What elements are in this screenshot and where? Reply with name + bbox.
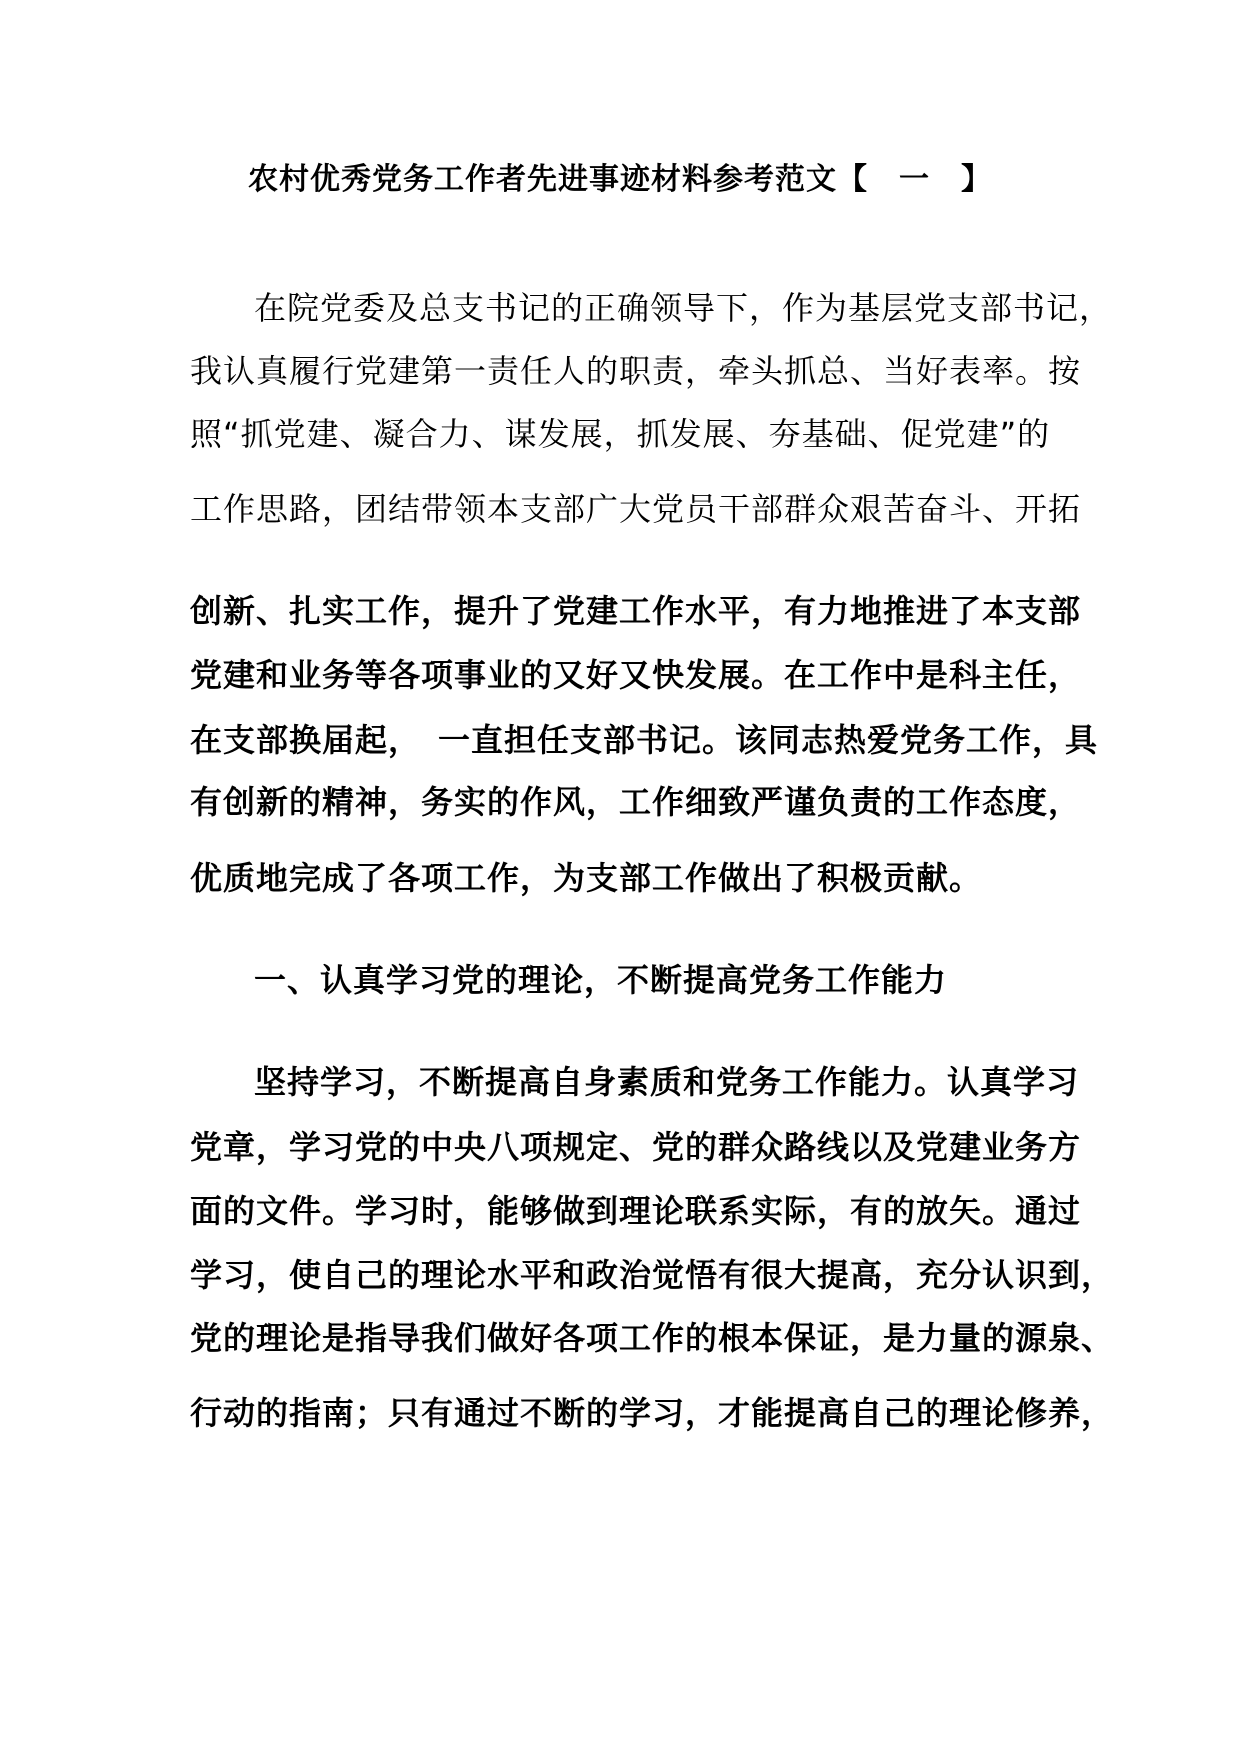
paragraph-line: 工作思路，团结带领本支部广大党员干部群众艰苦奋斗、开拓 (190, 490, 1082, 528)
paragraph-line: 在支部换届起， 一直担任支部书记。该同志热爱党务工作，具 (190, 721, 1099, 759)
paragraph-line: 学习，使自己的理论水平和政治觉悟有很大提高，充分认识到， (190, 1256, 1115, 1294)
paragraph-line: 创新、扎实工作，提升了党建工作水平，有力地推进了本支部 (190, 592, 1082, 630)
document-title: 农村优秀党务工作者先进事迹材料参考范文【 一 】 (248, 162, 992, 197)
paragraph-line: 有创新的精神，务实的作风，工作细致严谨负责的工作态度， (190, 783, 1082, 821)
paragraph-line: 党章，学习党的中央八项规定、党的群众路线以及党建业务方 (190, 1128, 1082, 1166)
paragraph-line: 优质地完成了各项工作，为支部工作做出了积极贡献。 (190, 859, 983, 897)
paragraph-line: 我认真履行党建第一责任人的职责，牵头抓总、当好表率。按 (190, 352, 1082, 390)
section-heading: 一、认真学习党的理论，不断提高党务工作能力 (254, 961, 948, 999)
paragraph-line: 党的理论是指导我们做好各项工作的根本保证，是力量的源泉、 (190, 1319, 1115, 1357)
paragraph-line: 行动的指南；只有通过不断的学习，才能提高自己的理论修养， (190, 1394, 1115, 1432)
paragraph-line: 在院党委及总支书记的正确领导下，作为基层党支部书记， (254, 289, 1113, 327)
paragraph-line: 党建和业务等各项事业的又好又快发展。在工作中是科主任， (190, 656, 1082, 694)
paragraph-line: 面的文件。学习时，能够做到理论联系实际，有的放矢。通过 (190, 1192, 1082, 1230)
paragraph-line: 坚持学习，不断提高自身素质和党务工作能力。认真学习 (254, 1063, 1080, 1101)
paragraph-line: 照“抓党建、凝合力、谋发展，抓发展、夯基础、促党建”的 (190, 415, 1051, 453)
